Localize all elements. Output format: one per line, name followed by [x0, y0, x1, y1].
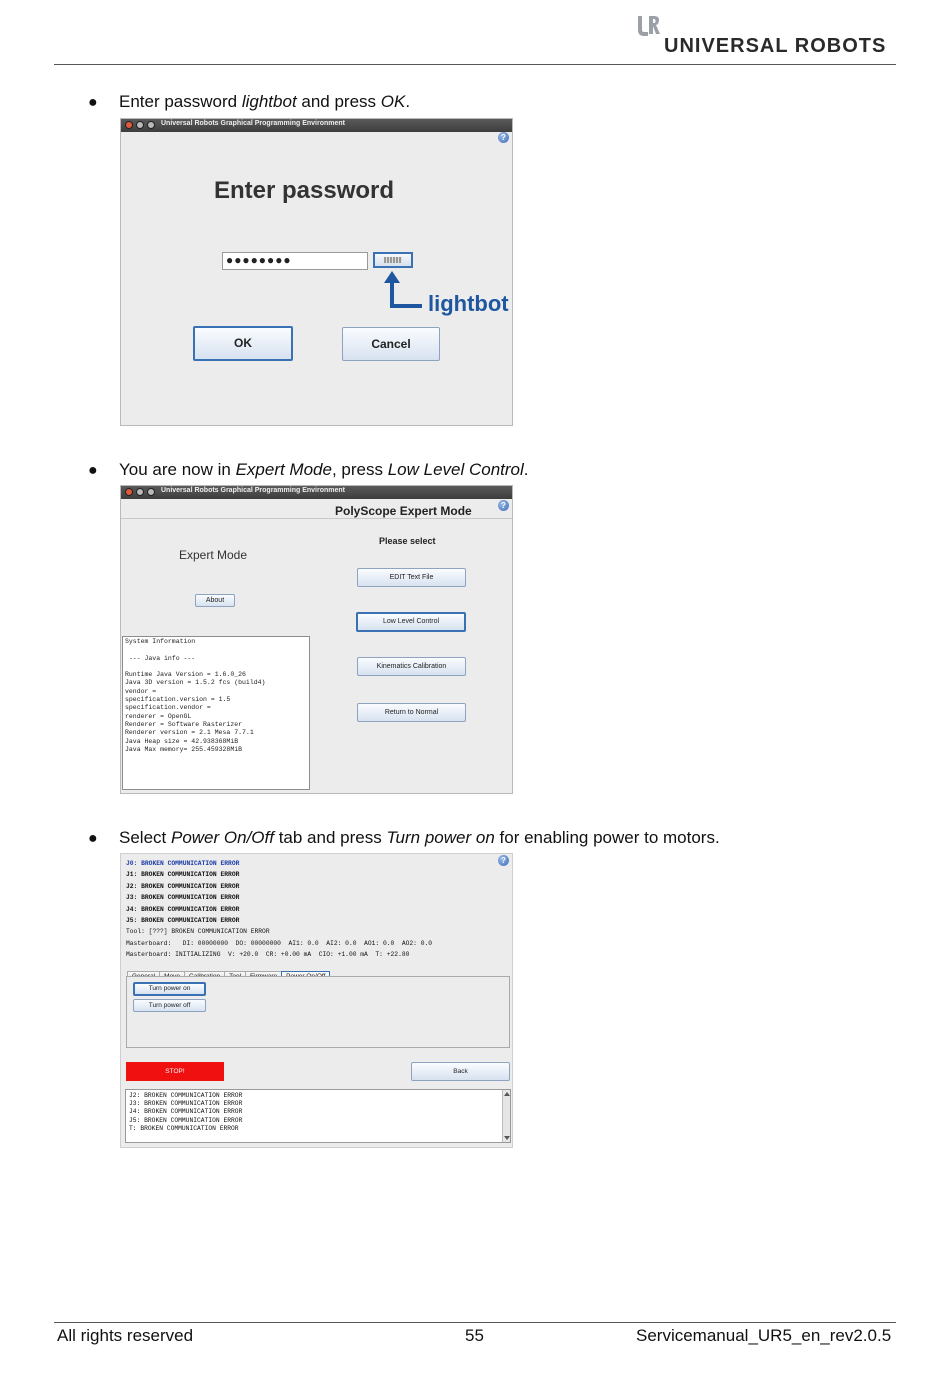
joint-status-row: J4: BROKEN COMMUNICATION ERROR	[126, 905, 240, 913]
back-button[interactable]: Back	[411, 1062, 510, 1081]
bullet-icon: ●	[88, 462, 98, 479]
step-text: for enabling power to motors.	[494, 828, 720, 847]
system-info-line	[125, 663, 307, 671]
step-emphasis: lightbot	[241, 92, 297, 111]
step-text: and press	[296, 92, 381, 111]
brand-name: UNIVERSAL ROBOTS	[664, 35, 887, 57]
maximize-icon[interactable]	[147, 121, 155, 129]
step-text: Enter password	[119, 92, 242, 111]
log-scrollbar[interactable]	[502, 1090, 510, 1142]
power-tab-panel	[126, 976, 510, 1048]
stop-button[interactable]: STOP!	[126, 1062, 224, 1081]
step-text: You are now in	[119, 460, 236, 479]
log-line: T: BROKEN COMMUNICATION ERROR	[129, 1124, 239, 1132]
expert-mode-window	[120, 485, 513, 794]
minimize-icon[interactable]	[136, 121, 144, 129]
keyboard-icon	[384, 257, 402, 263]
joint-status-row: J1: BROKEN COMMUNICATION ERROR	[126, 871, 240, 879]
ur-logo-icon	[636, 14, 660, 40]
low-level-control-window	[120, 853, 513, 1148]
system-info-line: specification.version = 1.5	[125, 696, 231, 704]
step-3-instruction	[88, 828, 720, 848]
system-info-line: Renderer = Software Rasterizer	[125, 720, 243, 728]
mode-label: Expert Mode	[179, 548, 248, 562]
help-icon[interactable]: ?	[498, 855, 509, 866]
close-icon[interactable]	[125, 488, 133, 496]
step-2-instruction	[88, 460, 529, 480]
step-emphasis: Expert Mode	[235, 460, 332, 479]
step-emphasis: OK	[380, 92, 406, 111]
log-line: J4: BROKEN COMMUNICATION ERROR	[129, 1108, 243, 1116]
document-id: Servicemanual_UR5_en_rev2.0.5	[636, 1326, 892, 1345]
scroll-up-icon[interactable]	[504, 1092, 510, 1096]
step-emphasis: Low Level Control	[387, 460, 524, 479]
status-lines	[126, 858, 432, 961]
system-info-line	[125, 646, 307, 654]
password-window	[120, 118, 513, 426]
header-divider	[54, 64, 896, 65]
step-text: .	[523, 460, 529, 479]
cancel-button[interactable]: Cancel	[342, 327, 440, 361]
tool-status: Tool: [???] BROKEN COMMUNICATION ERROR	[126, 928, 270, 936]
system-info-panel	[122, 636, 310, 790]
log-line: J5: BROKEN COMMUNICATION ERROR	[129, 1116, 243, 1124]
help-icon[interactable]: ?	[498, 500, 509, 511]
turn-power-off-button[interactable]: Turn power off	[133, 999, 206, 1012]
bullet-icon: ●	[88, 830, 98, 847]
system-info-line: Runtime Java Version = 1.6.0_26	[125, 671, 246, 679]
keyboard-button[interactable]	[373, 252, 413, 268]
masterboard-io: Masterboard: DI: 00000000 DO: 00000000 AI1: 0.0 AI2: 0.0 AO1: 0.0 AO2: 0.0	[126, 939, 433, 947]
footer-divider	[54, 1322, 896, 1323]
scroll-down-icon[interactable]	[504, 1136, 510, 1140]
turn-power-on-button[interactable]: Turn power on	[133, 982, 206, 996]
about-button[interactable]: About	[195, 594, 235, 607]
kinematics-calibration-button[interactable]: Kinematics Calibration	[357, 657, 466, 676]
log-line: J3: BROKEN COMMUNICATION ERROR	[129, 1100, 243, 1108]
joint-status-row: J0: BROKEN COMMUNICATION ERROR	[126, 860, 240, 867]
help-icon[interactable]: ?	[498, 132, 509, 143]
system-info-line: specification.vendor =	[125, 704, 211, 712]
system-info-line: vendor =	[125, 687, 157, 695]
step-text: Select	[119, 828, 171, 847]
password-title: Enter password	[214, 177, 395, 204]
system-info-line: Renderer version = 2.1 Mesa 7.7.1	[125, 729, 254, 737]
joint-status-row: J2: BROKEN COMMUNICATION ERROR	[126, 882, 240, 890]
window-titlebar	[121, 486, 512, 499]
ok-button[interactable]: OK	[193, 326, 293, 361]
password-annotation: lightbot	[428, 291, 509, 316]
window-titlebar	[121, 119, 512, 132]
please-select-label: Please select	[379, 536, 436, 546]
bullet-icon: ●	[88, 94, 98, 111]
system-info-line: renderer = OpenGL	[125, 712, 192, 720]
step-emphasis: Power On/Off	[170, 828, 274, 847]
window-title: Universal Robots Graphical Programming Environment	[161, 120, 345, 127]
step-text: .	[405, 92, 411, 111]
page-number: 55	[465, 1326, 484, 1345]
system-info-line: Java Heap size = 42.938368MiB	[125, 737, 239, 745]
return-to-normal-button[interactable]: Return to Normal	[357, 703, 466, 722]
header-divider	[121, 518, 512, 519]
password-input[interactable]: ●●●●●●●●	[222, 252, 368, 270]
system-info-line: --- Java info ---	[125, 654, 196, 662]
annotation-arrow	[390, 304, 422, 308]
system-info-line: Java 3D version = 1.5.2 fcs (build4)	[125, 679, 266, 687]
joint-status-row: J5: BROKEN COMMUNICATION ERROR	[126, 917, 240, 925]
joint-status-row: J3: BROKEN COMMUNICATION ERROR	[126, 894, 240, 902]
step-text: tab and press	[273, 828, 387, 847]
log-line: J2: BROKEN COMMUNICATION ERROR	[129, 1092, 243, 1099]
footer-rights: All rights reserved	[57, 1326, 194, 1345]
step-1-instruction	[88, 92, 410, 112]
maximize-icon[interactable]	[147, 488, 155, 496]
expert-mode-header: PolyScope Expert Mode	[335, 504, 472, 518]
step-emphasis: Turn power on	[386, 828, 495, 847]
edit-text-file-button[interactable]: EDIT Text File	[357, 568, 466, 587]
masterboard-state: Masterboard: INITIALIZING V: +20.0 CR: +0.00 mA CIO: +1.00 mA T: +22.80	[126, 951, 410, 959]
window-title: Universal Robots Graphical Programming Environment	[161, 487, 345, 494]
minimize-icon[interactable]	[136, 488, 144, 496]
system-info-line: Java Max memory= 255.459328MiB	[125, 745, 243, 753]
error-log	[125, 1089, 511, 1143]
step-text: , press	[331, 460, 388, 479]
close-icon[interactable]	[125, 121, 133, 129]
system-info-line: System Information	[125, 638, 196, 645]
tab-bar	[127, 965, 329, 976]
low-level-control-button[interactable]: Low Level Control	[356, 612, 466, 632]
